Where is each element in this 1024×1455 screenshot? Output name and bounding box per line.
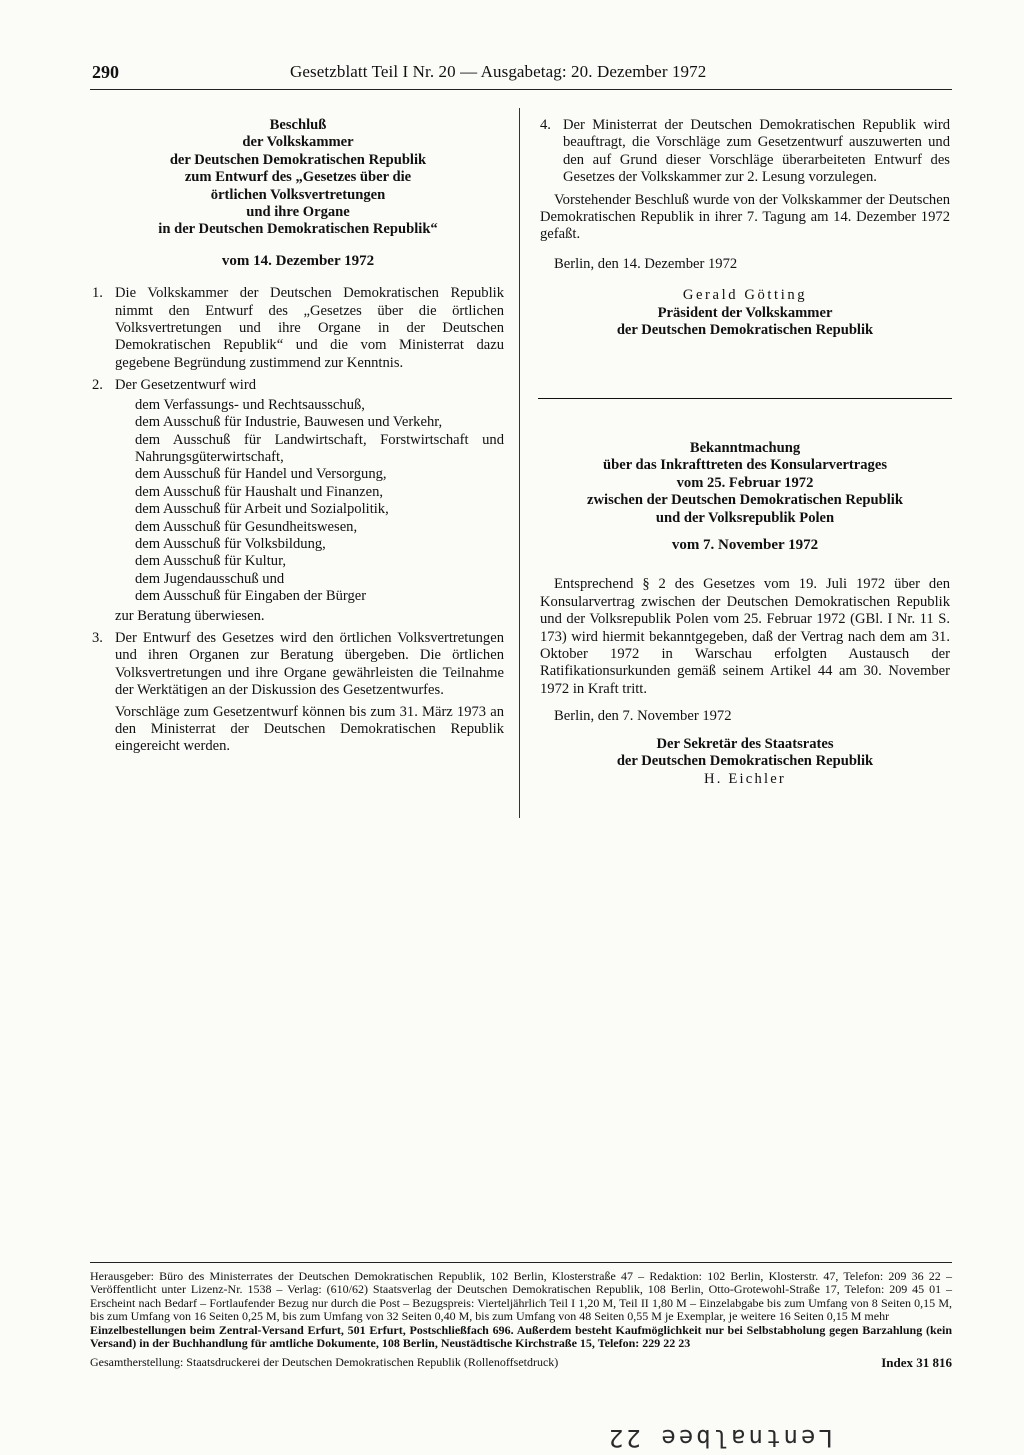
committee-entry: dem Ausschuß für Handel und Versorgung, (135, 466, 387, 483)
index-number: Index 31 816 (881, 1355, 952, 1371)
committee-entry: dem Ausschuß für Eingaben der Bürger (135, 588, 367, 605)
committee-entry: dem Ausschuß für Kultur, (135, 553, 287, 570)
item-outro: zur Beratung überwiesen. (115, 607, 265, 624)
title-line: zum Entwurf des „Gesetzes über die (184, 169, 412, 186)
item-number: 1. (92, 285, 103, 302)
running-title: Gesetzblatt Teil I Nr. 20 — Ausgabetag: 20. Dezember 1972 (290, 62, 707, 81)
closing-paragraph: Vorstehender Beschluß wurde von der Volkskammer der Deutschen Demokratischen Republik in ihrer 7. Tagung am 14. Dezember 1972 gefaßt. (540, 191, 950, 243)
imprint-printer: Gesamtherstellung: Staatsdruckerei der Deutschen Demokratischen Republik (Rollenoffsetdruck) (90, 1355, 559, 1370)
column-divider (519, 108, 520, 818)
right-column (540, 117, 950, 339)
item-number: 4. (540, 117, 551, 133)
item-text: Der Entwurf des Gesetzes wird den örtlichen Volksvertretungen und ihren Organen zur Beratung übergeben. Die örtlichen Volksvertretungen und ihre Organe gewährleisten die Teilnahme der Werktätigen an der Diskussion des Gesetzentwurfes. (115, 629, 504, 699)
announcement-text: Entsprechend § 2 des Gesetzes vom 19. Juli 1972 über den Konsularvertrag zwischen der Deutschen Demokratischen Republik und der Volksrepublik Polen vom 25. Februar 1972 (GBl. I Nr. 11 S. 173) wird hiermit bekanntgegeben, daß der Vertrag nach dem am 31. Oktober 1972 in Warschau erfolgten Austausch der Ratifikationsurkunden gemäß seinem Artikel 44 am 30. November 1972 in Kraft tritt. (540, 576, 950, 697)
announcement-title (540, 440, 950, 527)
signatory-title: Präsident der Volkskammer (657, 304, 833, 321)
resolution-title (92, 117, 504, 239)
title-line: zwischen der Deutschen Demokratischen Republik (587, 492, 903, 509)
resolution-date: vom 14. Dezember 1972 (221, 252, 375, 269)
committee-entry: dem Ausschuß für Industrie, Bauwesen und Verkehr, (135, 414, 443, 431)
item-text: Der Ministerrat der Deutschen Demokratischen Republik wird beauftragt, die Vorschläge zum Gesetzentwurf auszuwerten und den auf Grund dieser Vorschläge überarbeiteten Entwurf des Gesetzes der Volkskammer zur 2. Lesung vorzulegen. (563, 117, 950, 186)
title-line: der Volkskammer (242, 134, 354, 151)
committee-entry: dem Ausschuß für Arbeit und Sozialpolitik, (135, 501, 389, 518)
resolution-item-2 (92, 377, 504, 625)
resolution-item-1 (92, 285, 504, 372)
imprint-publisher: Herausgeber: Büro des Ministerrates der Deutschen Demokratischen Republik, 102 Berlin, Klosterstraße 47 – Redaktion: 102 Berlin, Klosterstr. 47, Telefon: 209 36 22 – Veröffentlicht unter Lizenz-Nr. 1538 – Verlag: (610/62) Staatsverlag der Deutschen Demokratischen Republik, 108 Berlin, Otto-Grotewohl-Straße 17, Telefon: 209 45 01 – Erscheint nach Bedarf – Fortlaufender Bezug nur durch die Post – Bezugspreis: Vierteljährlich Teil I 1,20 M, Teil II 1,80 M – Einzelabgabe bis zum Umfang von 8 Seiten 0,15 M, bis zum Umfang von 16 Seiten 0,25 M, bis zum Umfang von 32 Seiten 0,40 M, bis zum Umfang von 48 Seiten 0,55 M je Exemplar, je weitere 16 Seiten 0,15 M mehr (90, 1269, 952, 1324)
committee-entry: dem Ausschuß für Landwirtschaft, Forstwirtschaft und Nahrungsgüterwirtschaft, (135, 431, 504, 465)
announcement-signatory-title: der Deutschen Demokratischen Republik (616, 753, 874, 770)
committee-entry: dem Ausschuß für Volksbildung, (135, 535, 326, 552)
title-line: der Deutschen Demokratischen Republik (169, 151, 427, 168)
page-number: 290 (92, 62, 119, 82)
library-stamp: Lentnalbee 22 (606, 1424, 833, 1452)
resolution-item-4 (540, 117, 950, 187)
committee-list (135, 397, 504, 606)
item-number: 3. (92, 629, 103, 646)
left-column (92, 117, 504, 761)
imprint (90, 1262, 952, 1370)
title-line: und der Volksrepublik Polen (655, 509, 835, 526)
title-line: Bekanntmachung (689, 440, 801, 456)
imprint-orders: Einzelbestellungen beim Zentral-Versand Erfurt, 501 Erfurt, Postschließfach 696. Außerdem besteht Kaufmöglichkeit nur bei Selbstabholung gegen Barzahlung (kein Versand) in der Buchhandlung für amtliche Dokumente, 108 Berlin, Neustädtische Kirchstraße 15, Telefon: 229 22 23 (90, 1322, 952, 1351)
title-line: örtlichen Volksvertretungen (210, 186, 386, 203)
title-line: über das Inkrafttreten des Konsularvertrages (602, 457, 888, 474)
title-line: vom 25. Februar 1972 (676, 474, 814, 491)
resolution-item-3 (92, 630, 504, 756)
title-line: und ihre Organe (246, 204, 350, 221)
committee-entry: dem Verfassungs- und Rechtsausschuß, (135, 396, 365, 413)
item-text-2: Vorschläge zum Gesetzentwurf können bis zum 31. März 1973 an den Ministerrat der Deutschen Demokratischen Republik eingereicht werden. (115, 703, 504, 755)
announcement-signatory-title: Der Sekretär des Staatsrates (656, 735, 834, 752)
item-text: Die Volkskammer der Deutschen Demokratischen Republik nimmt den Entwurf des „Gesetzes über die örtlichen Volksvertretungen und ihre Organe in der Deutschen Demokratischen Republik“ und die vom Ministerrat dazu gegebene Begründung zustimmend zur Kenntnis. (115, 285, 504, 371)
signatory-title: der Deutschen Demokratischen Republik (616, 322, 874, 339)
committee-entry: dem Ausschuß für Haushalt und Finanzen, (135, 483, 384, 500)
item-intro: Der Gesetzentwurf wird (115, 377, 257, 394)
header-rule (90, 89, 952, 90)
signatory-name: Gerald Götting (682, 287, 808, 304)
place-date: Berlin, den 14. Dezember 1972 (554, 255, 738, 272)
title-line: Beschluß (269, 117, 327, 133)
announcement-place-date: Berlin, den 7. November 1972 (554, 708, 732, 725)
announcement-signatory-name: H. Eichler (704, 770, 786, 787)
committee-entry: dem Jugendausschuß und (135, 570, 285, 587)
announcement-section (540, 440, 950, 788)
title-line: in der Deutschen Demokratischen Republik“ (158, 221, 438, 238)
section-rule (538, 398, 952, 399)
committee-entry: dem Ausschuß für Gesundheitswesen, (135, 518, 358, 535)
item-number: 2. (92, 377, 103, 394)
announcement-date: vom 7. November 1972 (671, 537, 819, 554)
imprint-footer-line (90, 1356, 952, 1370)
